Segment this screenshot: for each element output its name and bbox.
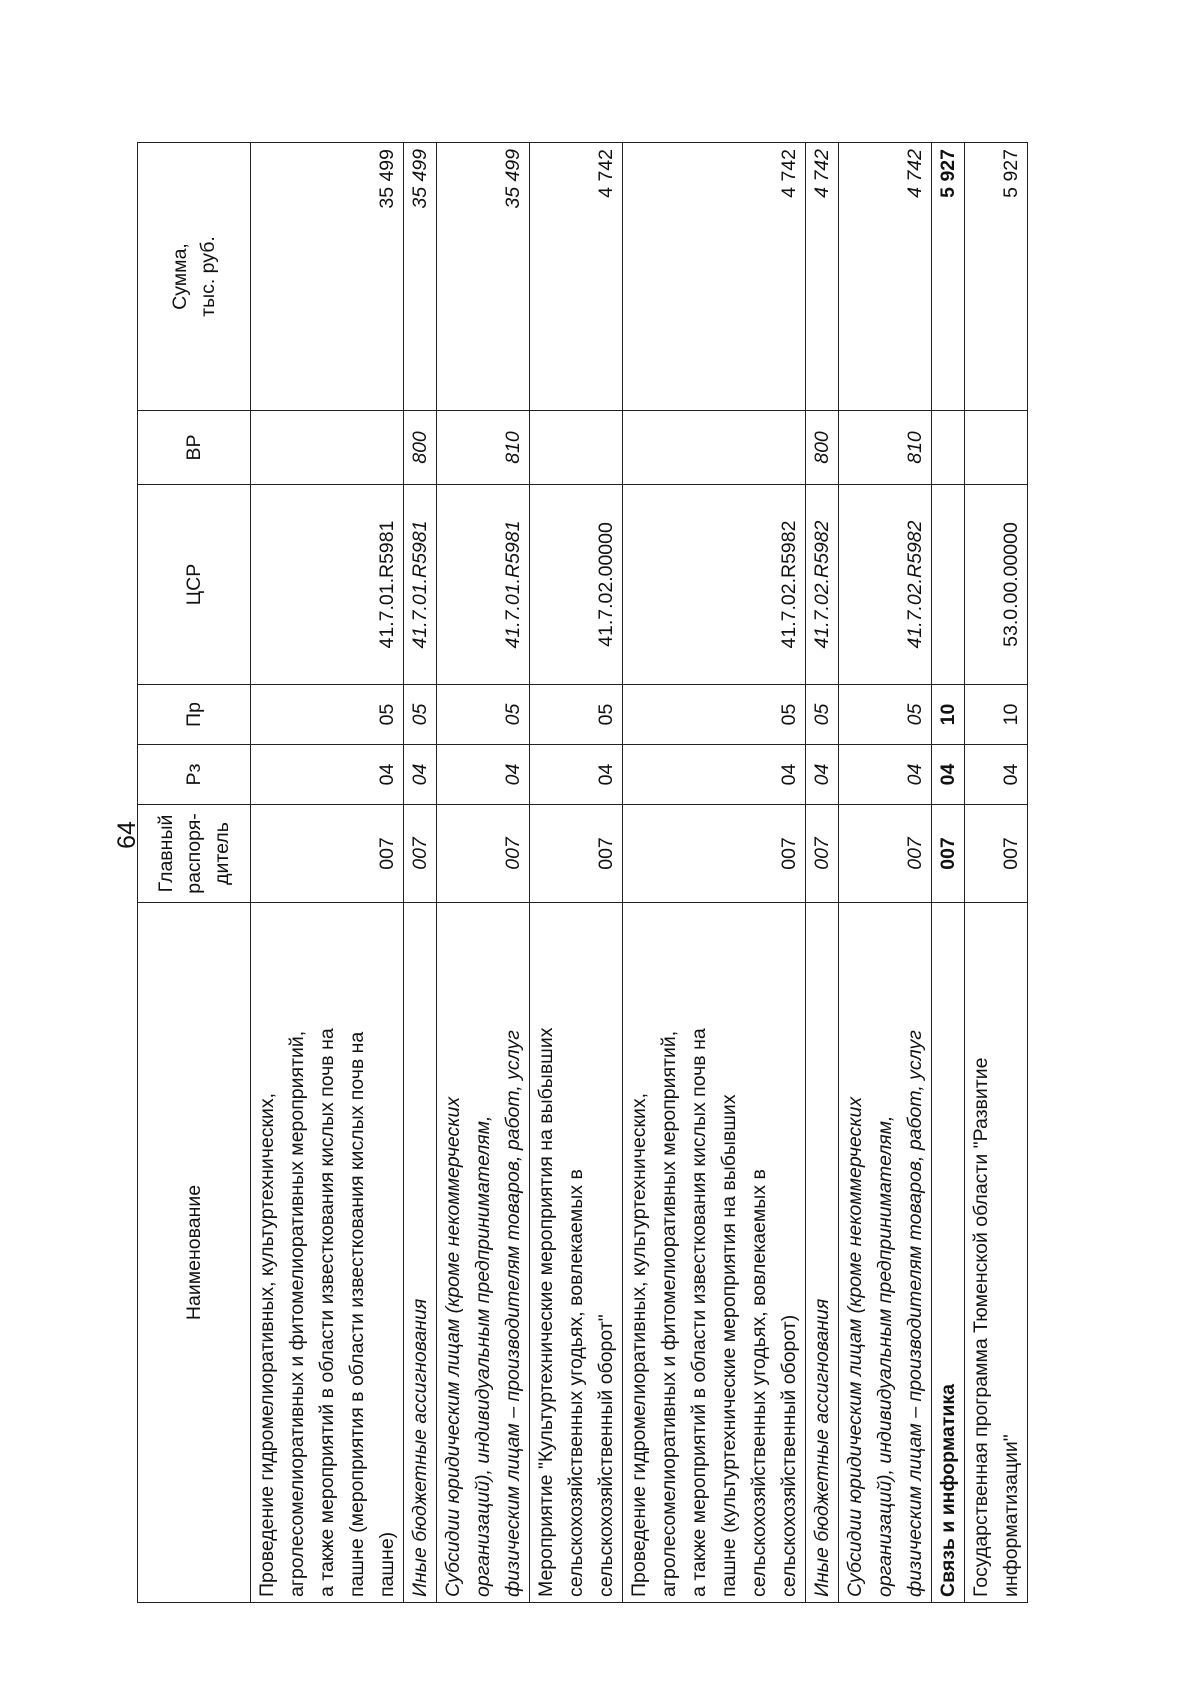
cell-pr: 05 <box>530 685 623 745</box>
table-row <box>251 143 404 1603</box>
cell-rz: 04 <box>623 745 806 805</box>
budget-table <box>137 142 1028 1603</box>
header-name: Наименование <box>138 903 251 1603</box>
cell-name: Государственная программа Тюменской области "Развитие информатизации" <box>965 903 1028 1603</box>
cell-ministry: 007 <box>965 805 1028 903</box>
cell-name: Проведение гидромелиоративных, культуртехнических, агролесомелиоративных и фитомелиоративных мероприятий, а также мероприятий в области известкования кислых почв на пашне (мероприятия в области известкования кислых почв на пашне) <box>251 903 404 1603</box>
cell-name: Мероприятие "Культуртехнические мероприятия на выбывших сельскохозяйственных угодьях, вовлекаемых в сельскохозяйственный оборот" <box>530 903 623 1603</box>
cell-rz: 04 <box>530 745 623 805</box>
cell-sum: 5 927 <box>965 143 1028 411</box>
cell-ministry: 007 <box>623 805 806 903</box>
cell-ministry: 007 <box>251 805 404 903</box>
cell-csr: 41.7.01.R5981 <box>437 485 530 685</box>
cell-pr: 10 <box>932 685 965 745</box>
table-row <box>530 143 623 1603</box>
cell-pr: 05 <box>623 685 806 745</box>
cell-rz: 04 <box>932 745 965 805</box>
header-pr: Пр <box>138 685 251 745</box>
cell-ministry: 007 <box>530 805 623 903</box>
cell-ministry: 007 <box>404 805 437 903</box>
cell-pr: 05 <box>839 685 932 745</box>
table-header-row <box>138 143 251 1603</box>
cell-pr: 05 <box>437 685 530 745</box>
cell-vr <box>530 411 623 485</box>
cell-vr <box>932 411 965 485</box>
cell-name: Связь и информатика <box>932 903 965 1603</box>
header-rz: Рз <box>138 745 251 805</box>
cell-csr: 53.0.00.00000 <box>965 485 1028 685</box>
cell-csr <box>932 485 965 685</box>
cell-csr: 41.7.02.R5982 <box>623 485 806 685</box>
rotated-page-content <box>137 143 1022 1603</box>
cell-csr: 41.7.01.R5981 <box>404 485 437 685</box>
cell-sum: 35 499 <box>404 143 437 411</box>
cell-vr <box>965 411 1028 485</box>
cell-csr: 41.7.02.R5982 <box>806 485 839 685</box>
cell-pr: 05 <box>404 685 437 745</box>
cell-rz: 04 <box>806 745 839 805</box>
cell-rz: 04 <box>251 745 404 805</box>
cell-sum: 4 742 <box>806 143 839 411</box>
header-ministry: Главный распоря- дитель <box>138 805 251 903</box>
cell-ministry: 007 <box>806 805 839 903</box>
table-row <box>932 143 965 1603</box>
cell-rz: 04 <box>839 745 932 805</box>
cell-pr: 05 <box>251 685 404 745</box>
header-vr: ВР <box>138 411 251 485</box>
cell-vr <box>251 411 404 485</box>
cell-rz: 04 <box>404 745 437 805</box>
cell-pr: 10 <box>965 685 1028 745</box>
cell-csr: 41.7.01.R5981 <box>251 485 404 685</box>
cell-name: Иные бюджетные ассигнования <box>806 903 839 1603</box>
header-csr: ЦСР <box>138 485 251 685</box>
table-row <box>965 143 1028 1603</box>
cell-sum: 4 742 <box>839 143 932 411</box>
cell-ministry: 007 <box>437 805 530 903</box>
cell-sum: 35 499 <box>251 143 404 411</box>
cell-csr: 41.7.02.00000 <box>530 485 623 685</box>
cell-sum: 4 742 <box>530 143 623 411</box>
cell-name: Проведение гидромелиоративных, культуртехнических, агролесомелиоративных и фитомелиоративных мероприятий, а также мероприятий в области известкования кислых почв на пашне (культуртехнические мероприятия на выбывших сельскохозяйственных угодьях, вовлекаемых в сельскохозяйственный оборот) <box>623 903 806 1603</box>
cell-vr: 810 <box>437 411 530 485</box>
cell-sum: 5 927 <box>932 143 965 411</box>
cell-csr: 41.7.02.R5982 <box>839 485 932 685</box>
table-row <box>806 143 839 1603</box>
cell-vr: 800 <box>404 411 437 485</box>
cell-name: Субсидии юридическим лицам (кроме некоммерческих организаций), индивидуальным предпринимателям, физическим лицам – производителям товаров, работ, услуг <box>437 903 530 1603</box>
page-number: 64 <box>113 821 141 849</box>
cell-vr: 810 <box>839 411 932 485</box>
cell-sum: 35 499 <box>437 143 530 411</box>
cell-vr <box>623 411 806 485</box>
table-row <box>623 143 806 1603</box>
cell-name: Иные бюджетные ассигнования <box>404 903 437 1603</box>
header-sum: Сумма, тыс. руб. <box>138 143 251 411</box>
cell-sum: 4 742 <box>623 143 806 411</box>
table-row <box>839 143 932 1603</box>
cell-rz: 04 <box>965 745 1028 805</box>
table-row <box>437 143 530 1603</box>
cell-name: Субсидии юридическим лицам (кроме некоммерческих организаций), индивидуальным предпринимателям, физическим лицам – производителям товаров, работ, услуг <box>839 903 932 1603</box>
cell-pr: 05 <box>806 685 839 745</box>
cell-rz: 04 <box>437 745 530 805</box>
table-row <box>404 143 437 1603</box>
cell-ministry: 007 <box>932 805 965 903</box>
cell-vr: 800 <box>806 411 839 485</box>
cell-ministry: 007 <box>839 805 932 903</box>
